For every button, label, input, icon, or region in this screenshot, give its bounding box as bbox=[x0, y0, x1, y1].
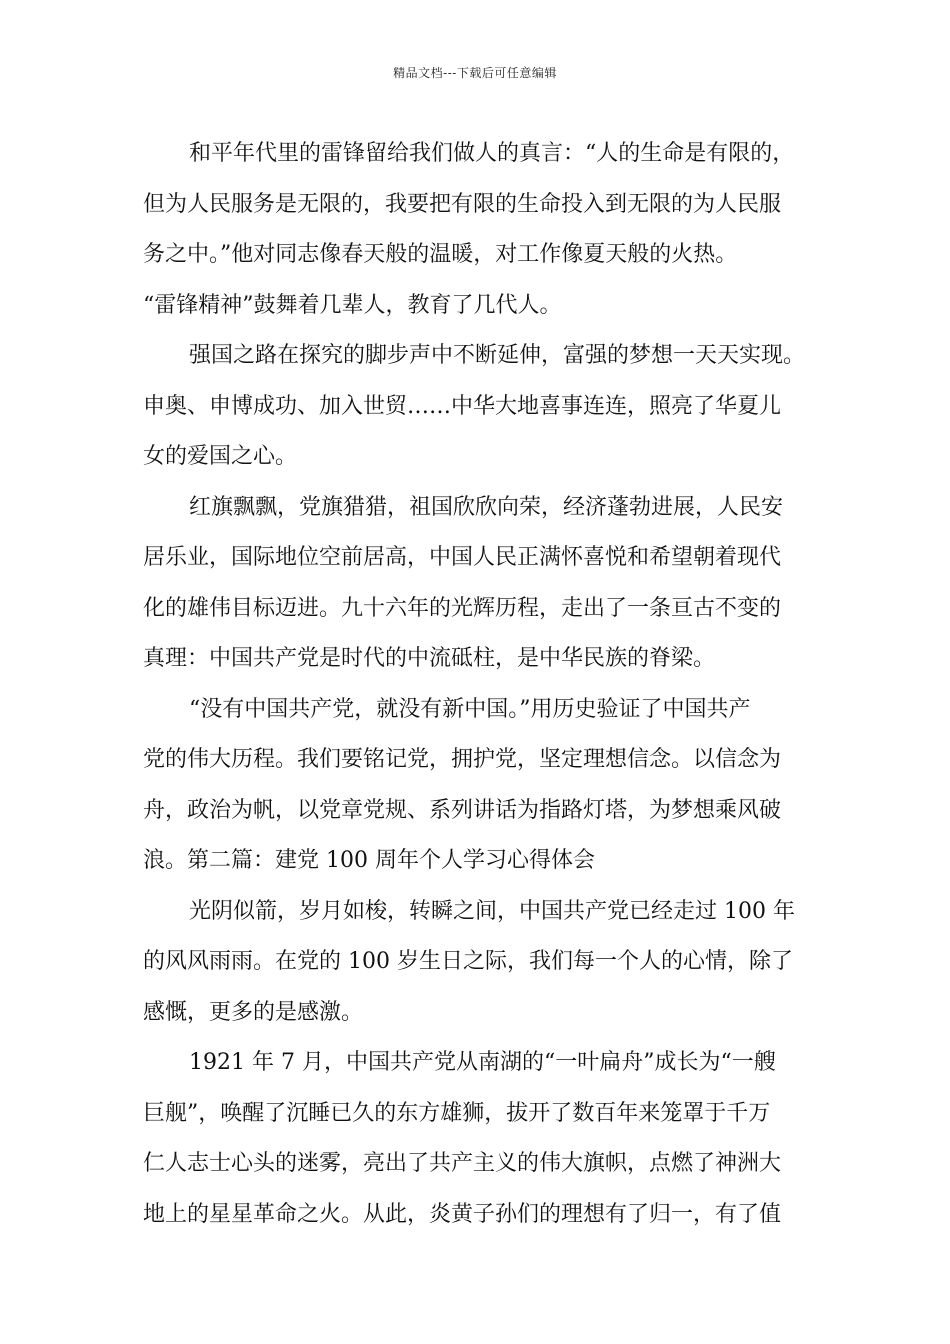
text-line: 但为人民服务是无限的，我要把有限的生命投入到无限的为人民服 bbox=[143, 191, 782, 217]
text-line: 务之中。”他对同志像春天般的温暖，对工作像夏天般的火热。 bbox=[143, 242, 738, 267]
text-line: 光阴似箭，岁月如梭，转瞬之间，中国共产党已经走过 100 年 bbox=[189, 898, 795, 924]
text-line: 居乐业，国际地位空前居高，中国人民正满怀喜悦和希望朝着现代 bbox=[143, 545, 782, 570]
text-line: 的风风雨雨。在党的 100 岁生日之际，我们每一个人的心情，除了 bbox=[143, 949, 793, 974]
text-line: 女的爱国之心。 bbox=[143, 444, 298, 469]
text-line: 1921 年 7 月，中国共产党从南湖的“一叶扁舟”成长为“一艘 bbox=[189, 1050, 776, 1075]
text-line: 申奥、申博成功、加入世贸……中华大地喜事连连，照亮了华夏儿 bbox=[143, 393, 782, 419]
text-line: 舟，政治为帆，以党章党规、系列讲话为指路灯塔，为梦想乘风破 bbox=[143, 797, 782, 823]
text-line: “雷锋精神”鼓舞着几辈人，教育了几代人。 bbox=[143, 292, 562, 318]
text-line: 党的伟大历程。我们要铭记党，拥护党，坚定理想信念。以信念为 bbox=[143, 747, 782, 772]
text-line: 强国之路在探究的脚步声中不断延伸，富强的梦想一天天实现。 bbox=[189, 343, 806, 368]
text-line: 地上的星星革命之火。从此，炎黄子孙们的理想有了归一，有了值 bbox=[143, 1201, 782, 1227]
text-line: 仁人志士心头的迷雾，亮出了共产主义的伟大旗帜，点燃了神洲大 bbox=[143, 1151, 782, 1176]
text-line: 巨舰”，唤醒了沉睡已久的东方雄狮，拔开了数百年来笼罩于千万 bbox=[143, 1100, 771, 1126]
text-line: 感慨，更多的是感激。 bbox=[143, 999, 364, 1025]
page-header: 精品文档---下载后可任意编辑 bbox=[393, 66, 557, 80]
text-line: 浪。第二篇：建党 100 周年个人学习心得体会 bbox=[143, 848, 595, 873]
text-line: 和平年代里的雷锋留给我们做人的真言：“人的生命是有限的， bbox=[189, 141, 795, 166]
text-line: “没有中国共产党，就没有新中国。”用历史验证了中国共产 bbox=[189, 696, 751, 722]
document-body bbox=[143, 129, 811, 1240]
text-line: 真理：中国共产党是时代的中流砥柱，是中华民族的脊梁。 bbox=[143, 646, 716, 671]
text-line: 红旗飘飘，党旗猎猎，祖国欣欣向荣，经济蓬勃进展，人民安 bbox=[189, 494, 784, 520]
text-line: 化的雄伟目标迈进。九十六年的光辉历程，走出了一条亘古不变的 bbox=[143, 595, 782, 621]
